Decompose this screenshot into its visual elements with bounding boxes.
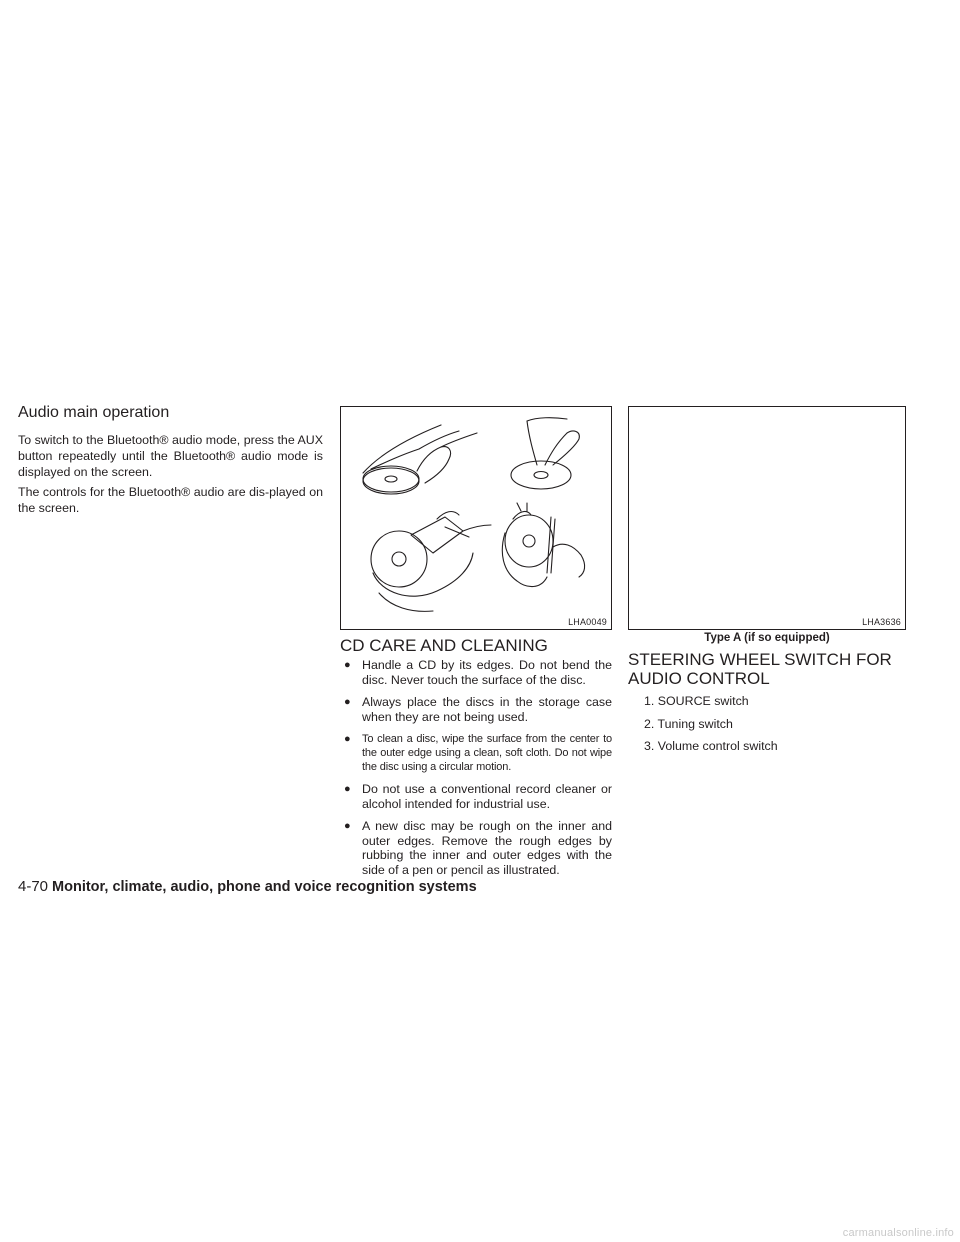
bullet-icon: ● [344, 733, 351, 745]
bullet-icon: ● [344, 696, 351, 708]
bullet-icon: ● [344, 820, 351, 832]
steering-figure-caption: Type A (if so equipped) [704, 632, 830, 644]
audio-main-paragraph-2: The controls for the Bluetooth® audio are dis-played on the screen. [18, 485, 323, 515]
page-footer [18, 878, 477, 895]
steering-switch-illustration [628, 406, 906, 630]
cd-care-bullet-list [340, 658, 612, 885]
audio-main-paragraph-1: To switch to the Bluetooth® audio mode, press the AUX button repeatedly until the Bluetooth® audio mode is displayed on the screen. [18, 433, 323, 479]
cd-care-bullet: ● To clean a disc, wipe the surface from the center to the outer edge using a clean, soft cloth. Do not wipe the disc using a circular motion. [344, 733, 612, 773]
steering-switch-list [644, 694, 778, 762]
cd-figure-code: LHA0049 [568, 617, 607, 627]
steering-figure-code: LHA3636 [862, 617, 901, 627]
bullet-icon: ● [344, 783, 351, 795]
cd-care-bullet: ● Handle a CD by its edges. Do not bend the disc. Never touch the surface of the disc. [344, 658, 612, 687]
cd-care-bullet: ● Always place the discs in the storage case when they are not being used. [344, 695, 612, 724]
cd-handling-drawing [341, 407, 611, 629]
steering-switch-item: 2. Tuning switch [644, 716, 733, 731]
steering-heading: STEERING WHEEL SWITCH FOR AUDIO CONTROL [628, 650, 892, 688]
steering-switch-item: 1. SOURCE switch [644, 694, 749, 708]
watermark: carmanualsonline.info [842, 1227, 954, 1239]
page-number: 4-70 [18, 878, 49, 895]
cd-care-bullet: ● Do not use a conventional record cleaner or alcohol intended for industrial use. [344, 782, 612, 811]
steering-switch-item: 3. Volume control switch [644, 739, 778, 753]
cd-handling-illustration [340, 406, 612, 630]
cd-care-bullet: ● A new disc may be rough on the inner and outer edges. Remove the rough edges by rubbing the inner and outer edges with the side of a pen or pencil as illustrated. [344, 819, 612, 877]
chapter-title: Monitor, climate, audio, phone and voice recognition systems [52, 879, 477, 895]
cd-care-heading: CD CARE AND CLEANING [340, 636, 548, 655]
audio-main-heading: Audio main operation [18, 404, 170, 421]
bullet-icon: ● [344, 659, 351, 671]
